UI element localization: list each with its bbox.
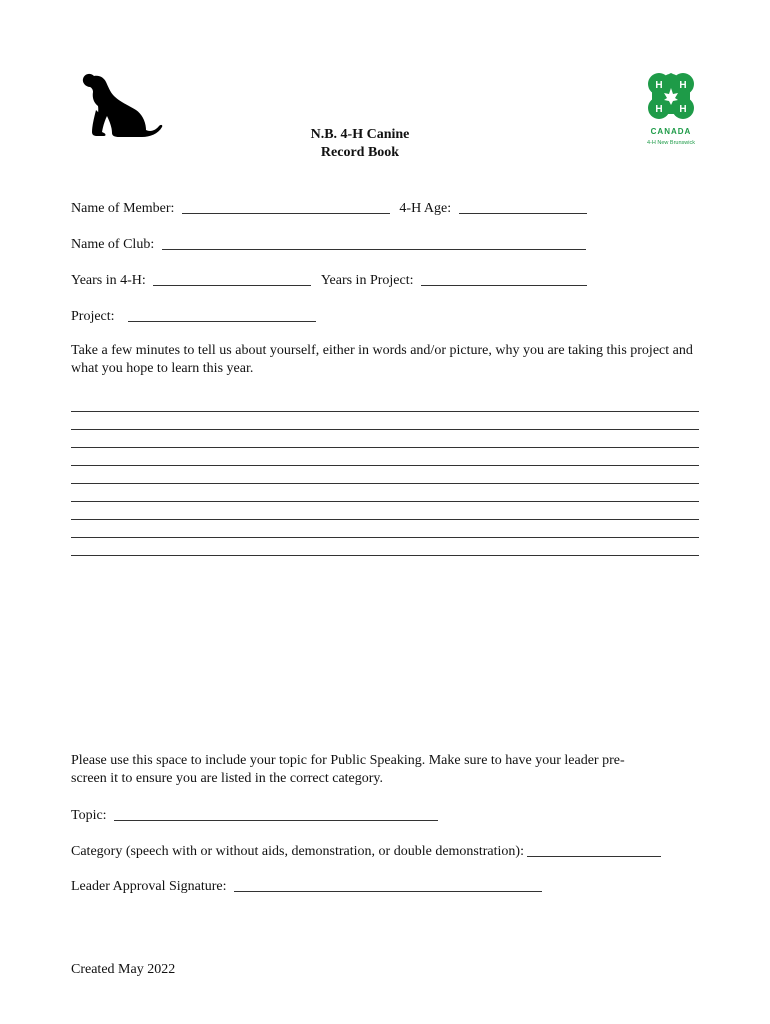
years-4h-label: Years in 4-H: [71, 273, 146, 288]
writing-line[interactable] [71, 501, 699, 502]
logo-sub-text: 4-H New Brunswick [647, 140, 695, 146]
project-label: Project: [71, 309, 115, 324]
writing-line[interactable] [71, 447, 699, 448]
category-label: Category (speech with or without aids, demonstration, or double demonstration): [71, 844, 524, 859]
age-field[interactable] [459, 199, 587, 214]
member-label: Name of Member: [71, 201, 175, 216]
club-row [71, 235, 586, 254]
topic-field[interactable] [114, 806, 438, 821]
writing-line[interactable] [71, 411, 699, 412]
dog-silhouette-icon [80, 70, 164, 142]
writing-line[interactable] [71, 483, 699, 484]
created-date: Created May 2022 [71, 962, 176, 977]
project-row [71, 307, 316, 326]
member-name-field[interactable] [182, 199, 390, 214]
writing-line[interactable] [71, 519, 699, 520]
about-prompt: Take a few minutes to tell us about yourself, either in words and/or picture, why you are taking this project and what you hope to learn this year. [71, 343, 693, 376]
years-row [71, 271, 587, 290]
title-line-1: N.B. 4-H Canine [310, 127, 410, 142]
category-row [71, 842, 661, 861]
svg-text:H: H [679, 80, 687, 91]
club-label: Name of Club: [71, 237, 155, 252]
public-speaking-prompt [71, 752, 701, 788]
age-label: 4-H Age: [399, 201, 452, 216]
svg-text:H: H [679, 104, 687, 115]
years-project-label: Years in Project: [320, 273, 414, 288]
years-project-field[interactable] [421, 271, 587, 286]
category-field[interactable] [527, 842, 661, 857]
record-book-title [260, 126, 460, 162]
club-name-field[interactable] [162, 235, 586, 250]
svg-text:H: H [655, 104, 663, 115]
4h-canada-logo-icon [640, 72, 702, 150]
signature-row [71, 877, 542, 896]
public-speaking-line-1: Please use this space to include your topic for Public Speaking. Make sure to have your leader pre- [71, 753, 625, 768]
writing-line[interactable] [71, 429, 699, 430]
signature-label: Leader Approval Signature: [71, 879, 227, 894]
svg-text:H: H [655, 80, 663, 91]
logo-brand-text: CANADA [650, 127, 692, 136]
public-speaking-line-2: screen it to ensure you are listed in the correct category. [71, 771, 384, 786]
writing-line[interactable] [71, 465, 699, 466]
project-field[interactable] [128, 307, 316, 322]
title-line-2: Record Book [320, 145, 400, 160]
writing-line[interactable] [71, 555, 699, 556]
topic-label: Topic: [71, 808, 107, 823]
member-row [71, 199, 587, 218]
signature-field[interactable] [234, 877, 542, 892]
writing-line[interactable] [71, 537, 699, 538]
years-4h-field[interactable] [153, 271, 311, 286]
topic-row [71, 806, 438, 825]
